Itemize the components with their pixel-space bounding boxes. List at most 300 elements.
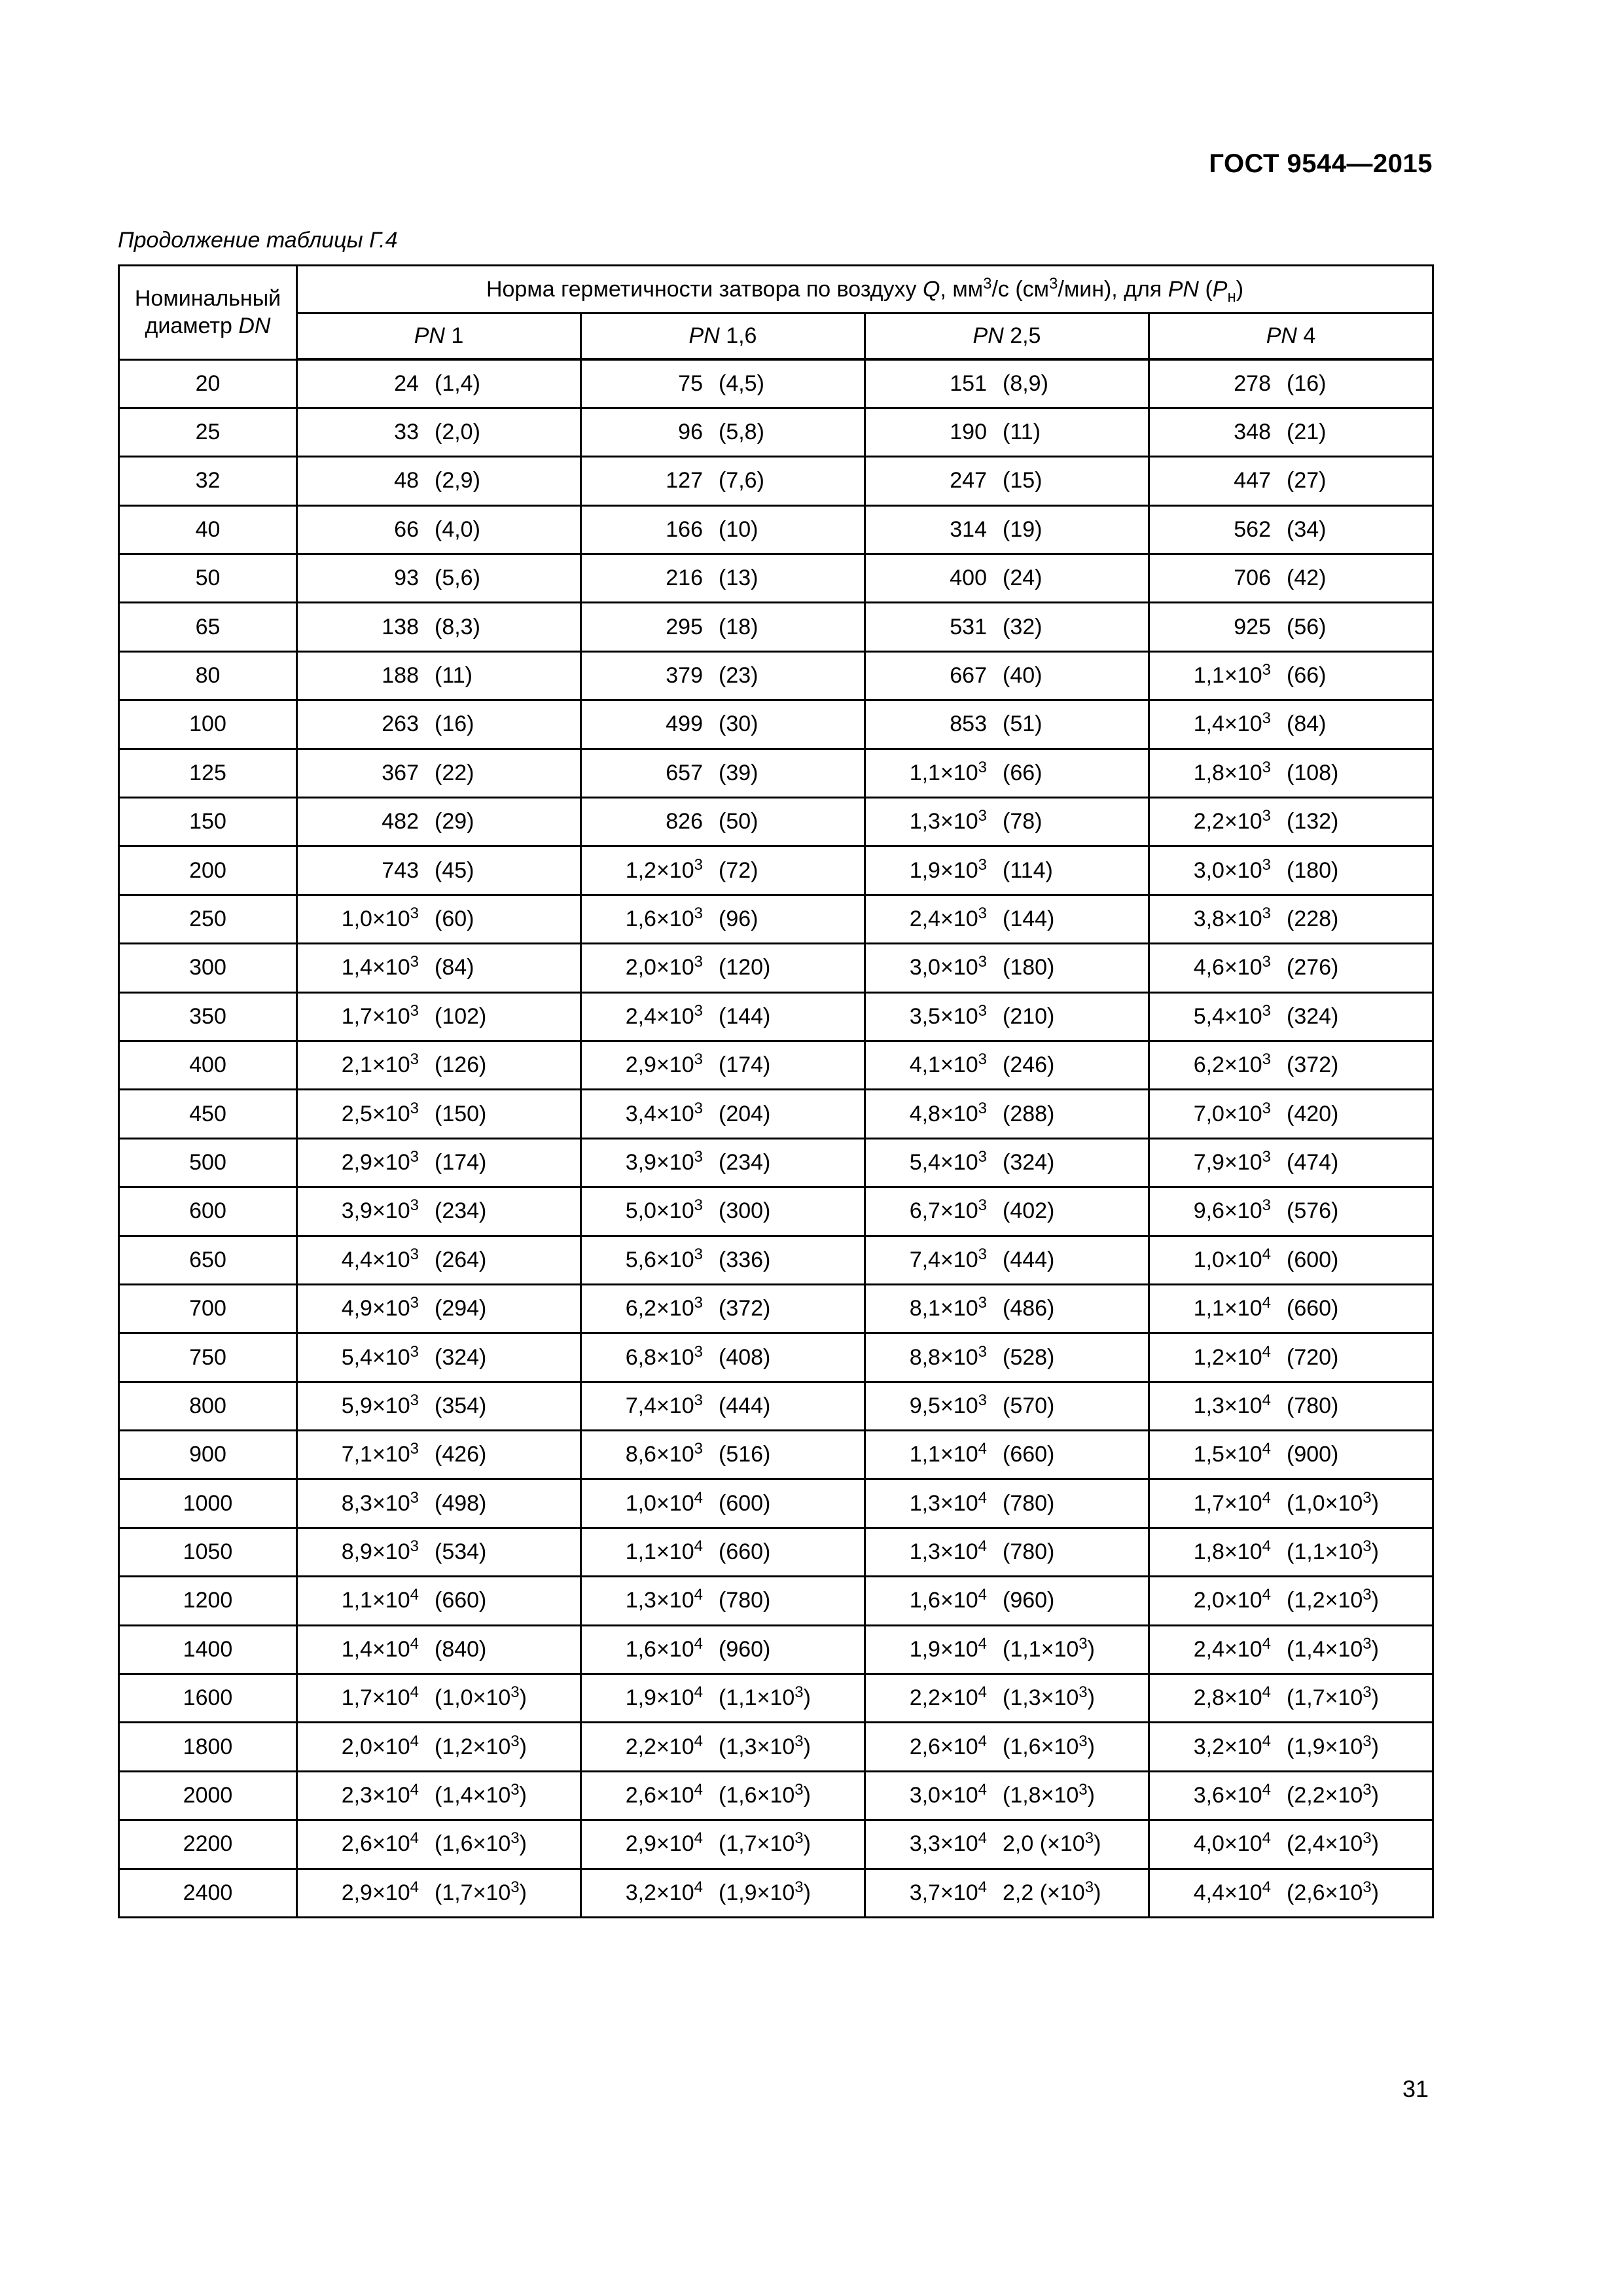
- leakage-value-exponent: 4: [978, 1537, 987, 1556]
- leakage-cell: [1149, 895, 1433, 943]
- leakage-value-mantissa: 531: [950, 614, 987, 639]
- leakage-alt-exponent: 3: [510, 1683, 520, 1702]
- leakage-value-mm3: [1150, 663, 1271, 689]
- leakage-value-exponent: 3: [978, 1294, 987, 1312]
- leakage-value-cm3-min: [1271, 858, 1338, 884]
- table-row: [119, 1187, 1433, 1236]
- table-row: [119, 1090, 1433, 1138]
- leakage-cell: [297, 1187, 581, 1236]
- leakage-value-cm3-min: [987, 663, 1042, 689]
- leakage-value-cm3-min: [419, 468, 480, 493]
- leakage-cell: [297, 603, 581, 651]
- leakage-value-mm3: [866, 615, 987, 640]
- leakage-value-mantissa: 8,6×10: [625, 1442, 694, 1467]
- leakage-value-mantissa: 4,4×10: [341, 1247, 410, 1272]
- leakage-value-exponent: 3: [1262, 807, 1271, 825]
- leakage-value-mantissa: 1,0×10: [341, 906, 410, 931]
- leakage-value-mantissa: 5,0×10: [625, 1198, 694, 1224]
- leakage-value-cm3-min: [419, 809, 474, 834]
- leakage-value-mm3: [866, 1099, 987, 1127]
- leakage-value-exponent: 4: [410, 1829, 419, 1848]
- leakage-cell: [1149, 1236, 1433, 1284]
- leakage-value-mm3: [582, 955, 703, 980]
- leakage-value-exponent: 4: [978, 1488, 987, 1507]
- leakage-alt-exponent: 3: [794, 1732, 804, 1750]
- leakage-alt-mantissa: (60): [435, 906, 474, 931]
- leakage-value-cm3-min: [1271, 1102, 1338, 1127]
- leakage-alt-exponent: 3: [794, 1878, 804, 1896]
- leakage-alt-exponent: 3: [1079, 1634, 1088, 1653]
- table-header: [119, 266, 1433, 360]
- leakage-value-exponent: 3: [410, 1050, 419, 1069]
- table-row: [119, 1479, 1433, 1528]
- header-leakage-norm: [297, 266, 1433, 314]
- leakage-value-cm3-min: [1271, 517, 1326, 543]
- leakage-alt-mantissa: (2,6×10: [1287, 1880, 1363, 1905]
- leakage-value-cm3-min: [1271, 1634, 1379, 1662]
- leakage-cell: [297, 408, 581, 456]
- leakage-value-cm3-min: [419, 1539, 486, 1565]
- leakage-alt-mantissa: (1,1×10: [1287, 1539, 1363, 1565]
- leakage-cell: [297, 1528, 581, 1576]
- leakage-value-mantissa: 5,4×10: [1193, 1003, 1262, 1029]
- leakage-value-cm3-min: [419, 1880, 527, 1906]
- leakage-value-mm3: [866, 1880, 987, 1906]
- leakage-value-mm3: [298, 1634, 419, 1662]
- leakage-value-exponent: 3: [978, 1245, 987, 1263]
- leakage-alt-exponent: 3: [1363, 1683, 1372, 1702]
- leakage-value-mantissa: 151: [950, 370, 987, 396]
- leakage-alt-mantissa: (56): [1287, 614, 1327, 639]
- leakage-value-mantissa: 1,3×10: [625, 1588, 694, 1613]
- leakage-value-exponent: 4: [410, 1586, 419, 1604]
- leakage-value-cm3-min: [1271, 1588, 1379, 1613]
- leakage-value-mm3: [298, 1734, 419, 1760]
- leakage-cell: [581, 1284, 865, 1333]
- leakage-alt-exponent: 3: [1363, 1829, 1372, 1848]
- leakage-alt-mantissa: (42): [1287, 565, 1327, 591]
- table-row: [119, 1284, 1433, 1333]
- leakage-value-mm3: [1150, 468, 1271, 493]
- leakage-value-cm3-min: [987, 858, 1053, 884]
- dn-cell: 1400: [119, 1625, 297, 1674]
- leakage-alt-close-paren: ): [1371, 1880, 1379, 1905]
- leakage-value-exponent: 3: [1262, 1196, 1271, 1215]
- leakage-value-mantissa: 314: [950, 516, 987, 542]
- leakage-value-mm3: [582, 1783, 703, 1808]
- table-row: [119, 1382, 1433, 1430]
- leakage-value-cm3-min: [419, 1783, 527, 1808]
- leakage-value-cm3-min: [1271, 565, 1326, 591]
- leakage-alt-close-paren: ): [1371, 1490, 1379, 1516]
- leakage-value-mantissa: 5,4×10: [341, 1344, 410, 1370]
- leakage-alt-exponent: 3: [1084, 1878, 1094, 1896]
- leakage-cell: [297, 1771, 581, 1820]
- leakage-value-mantissa: 295: [666, 614, 703, 639]
- leakage-alt-mantissa: (16): [1287, 370, 1327, 396]
- dn-cell: 2400: [119, 1869, 297, 1917]
- leakage-value-cm3-min: [987, 1634, 1095, 1662]
- table-row: [119, 1625, 1433, 1674]
- leakage-cell: [865, 1723, 1149, 1771]
- leakage-value-cm3-min: [987, 1491, 1054, 1516]
- leakage-value-cm3-min: [1271, 1345, 1338, 1371]
- leakage-alt-mantissa: (15): [1003, 468, 1043, 493]
- leakage-alt-mantissa: (210): [1003, 1003, 1055, 1029]
- leakage-alt-mantissa: (324): [1003, 1149, 1055, 1175]
- leakage-value-mm3: [582, 615, 703, 640]
- leakage-value-mm3: [298, 1488, 419, 1516]
- leakage-value-mm3: [298, 420, 419, 445]
- leakage-value-exponent: 3: [694, 1196, 703, 1215]
- leakage-value-mantissa: 1,1×10: [1193, 663, 1262, 689]
- leakage-alt-mantissa: (660): [719, 1539, 771, 1565]
- leakage-value-mm3: [866, 1296, 987, 1321]
- leakage-value-mm3: [866, 468, 987, 493]
- leakage-value-mantissa: 2,0×10: [1193, 1588, 1262, 1613]
- leakage-cell: [581, 1431, 865, 1479]
- leakage-alt-mantissa: (372): [1287, 1052, 1339, 1078]
- leakage-value-exponent: 4: [694, 1829, 703, 1848]
- leakage-value-mm3: [582, 1296, 703, 1321]
- leakage-cell: [865, 1284, 1149, 1333]
- leakage-cell: [581, 1771, 865, 1820]
- header-q-unit2-exp: 3: [1049, 274, 1058, 293]
- leakage-value-mantissa: 166: [666, 516, 703, 542]
- leakage-value-mantissa: 5,9×10: [341, 1393, 410, 1418]
- leakage-value-mantissa: 3,4×10: [625, 1101, 694, 1126]
- leakage-value-exponent: 3: [1262, 1147, 1271, 1166]
- leakage-value-mm3: [298, 1588, 419, 1613]
- leakage-alt-mantissa: (1,9×10: [1287, 1734, 1363, 1759]
- leakage-value-cm3-min: [987, 1442, 1054, 1467]
- leakage-alt-mantissa: (336): [719, 1247, 771, 1272]
- leakage-value-cm3-min: [703, 1247, 770, 1273]
- leakage-alt-mantissa: (144): [1003, 906, 1055, 931]
- leakage-alt-mantissa: (780): [1003, 1539, 1055, 1565]
- leakage-value-cm3-min: [1271, 371, 1326, 397]
- leakage-alt-mantissa: (78): [1003, 809, 1043, 834]
- leakage-value-mm3: [1150, 1099, 1271, 1127]
- leakage-value-mantissa: 1,5×10: [1193, 1442, 1262, 1467]
- leakage-cell: [581, 1674, 865, 1723]
- leakage-cell: [581, 1090, 865, 1138]
- leakage-cell: [297, 1820, 581, 1869]
- leakage-cell: [865, 1041, 1149, 1089]
- leakage-value-cm3-min: [703, 858, 758, 884]
- table-row: [119, 1674, 1433, 1723]
- leakage-value-mm3: [298, 1831, 419, 1857]
- leakage-value-cm3-min: [987, 1588, 1054, 1613]
- leakage-value-mantissa: 2,3×10: [341, 1783, 410, 1808]
- leakage-value-cm3-min: [703, 1783, 811, 1808]
- leakage-alt-mantissa: (4,0): [435, 516, 480, 542]
- leakage-value-mantissa: 3,2×10: [625, 1880, 694, 1905]
- leakage-value-exponent: 3: [410, 1440, 419, 1458]
- leakage-alt-mantissa: (174): [435, 1149, 487, 1175]
- leakage-value-mantissa: 1,8×10: [1193, 1539, 1262, 1565]
- leakage-value-cm3-min: [703, 1880, 811, 1906]
- leakage-alt-mantissa: (1,6×10: [1003, 1734, 1079, 1759]
- leakage-cell: [297, 749, 581, 797]
- leakage-value-cm3-min: [703, 1442, 770, 1467]
- leakage-alt-exponent: 3: [1079, 1732, 1088, 1750]
- dn-cell: 400: [119, 1041, 297, 1089]
- leakage-value-cm3-min: [703, 615, 758, 640]
- header-pn-1-6: [581, 314, 865, 360]
- leakage-cell: [865, 1528, 1149, 1576]
- leakage-value-mantissa: 48: [394, 468, 419, 493]
- leakage-alt-mantissa: (324): [1287, 1003, 1339, 1029]
- header-pn-symbol: PN: [688, 323, 720, 348]
- leakage-value-cm3-min: [1271, 955, 1338, 980]
- leakage-value-mm3: [298, 1052, 419, 1078]
- leakage-alt-exponent: 3: [1363, 1732, 1372, 1750]
- leakage-cell: [865, 846, 1149, 895]
- leakage-value-mm3: [298, 1783, 419, 1808]
- header-q-unit2: /с (см: [991, 276, 1050, 302]
- leakage-cell: [1149, 992, 1433, 1041]
- leakage-alt-mantissa: (660): [1287, 1296, 1339, 1321]
- leakage-value-mm3: [866, 1342, 987, 1371]
- header-pn-value: 1,6: [726, 323, 757, 348]
- leakage-value-exponent: 4: [1262, 1342, 1271, 1361]
- leakage-cell: [581, 1187, 865, 1236]
- leakage-value-mantissa: 1,0×10: [1193, 1247, 1262, 1272]
- leakage-alt-close-paren: ): [1371, 1783, 1379, 1808]
- leakage-value-exponent: 3: [978, 904, 987, 922]
- leakage-value-exponent: 3: [410, 1294, 419, 1312]
- leakage-value-mantissa: 2,4×10: [625, 1003, 694, 1029]
- leakage-value-exponent: 4: [978, 1683, 987, 1702]
- leakage-alt-mantissa: (1,0×10: [435, 1685, 511, 1711]
- leakage-value-cm3-min: [1271, 615, 1326, 640]
- table-row: [119, 1236, 1433, 1284]
- leakage-alt-mantissa: (45): [435, 857, 474, 883]
- leakage-value-mantissa: 216: [666, 565, 703, 591]
- leakage-value-mm3: [582, 1685, 703, 1711]
- leakage-alt-mantissa: (13): [719, 565, 758, 591]
- leakage-value-exponent: 4: [1262, 1245, 1271, 1263]
- table-row: [119, 1723, 1433, 1771]
- dn-cell: 350: [119, 992, 297, 1041]
- leakage-alt-mantissa: (1,4): [435, 370, 480, 396]
- leakage-value-mm3: [298, 468, 419, 493]
- leakage-cell: [297, 1236, 581, 1284]
- leakage-value-cm3-min: [987, 1880, 1101, 1906]
- leakage-value-mantissa: 8,3×10: [341, 1490, 410, 1516]
- leakage-cell: [581, 651, 865, 700]
- leakage-alt-mantissa: (84): [1287, 711, 1327, 737]
- dn-cell: 200: [119, 846, 297, 895]
- leakage-alt-exponent: 3: [1079, 1683, 1088, 1702]
- leakage-alt-mantissa: (1,4×10: [1287, 1636, 1363, 1662]
- leakage-alt-mantissa: (1,6×10: [435, 1831, 511, 1857]
- leakage-value-exponent: 4: [694, 1732, 703, 1750]
- leakage-alt-close-paren: ): [1371, 1539, 1379, 1565]
- leakage-cell: [297, 1138, 581, 1187]
- leakage-alt-close-paren: ): [1371, 1831, 1379, 1857]
- table-row: [119, 846, 1433, 895]
- leakage-value-exponent: 4: [1262, 1732, 1271, 1750]
- leakage-value-cm3-min: [703, 906, 758, 932]
- leakage-value-exponent: 4: [1262, 1488, 1271, 1507]
- table-body: [119, 359, 1433, 1918]
- header-pn-symbol: PN: [414, 323, 445, 348]
- leakage-value-mantissa: 3,2×10: [1193, 1734, 1262, 1759]
- leakage-cell: [1149, 408, 1433, 456]
- leakage-value-cm3-min: [987, 809, 1042, 834]
- leakage-value-exponent: 3: [978, 1342, 987, 1361]
- leakage-value-cm3-min: [1271, 1685, 1379, 1711]
- header-pn-symbol: PN: [972, 323, 1004, 348]
- leakage-cell: [297, 457, 581, 505]
- leakage-value-cm3-min: [419, 1150, 486, 1175]
- leakage-value-mm3: [866, 1198, 987, 1224]
- leakage-value-mm3: [582, 1734, 703, 1760]
- leakage-value-mm3: [582, 711, 703, 737]
- leakage-alt-mantissa: (11): [1003, 420, 1041, 445]
- leakage-alt-mantissa: (840): [435, 1636, 487, 1662]
- leakage-value-mantissa: 1,1×10: [341, 1588, 410, 1613]
- leakage-value-cm3-min: [987, 1004, 1054, 1030]
- leakage-cell: [865, 1771, 1149, 1820]
- leakage-cell: [297, 1869, 581, 1917]
- leakage-value-mantissa: 9,6×10: [1193, 1198, 1262, 1224]
- leakage-value-cm3-min: [987, 371, 1048, 397]
- dn-cell: 900: [119, 1431, 297, 1479]
- leakage-value-mm3: [1150, 1147, 1271, 1175]
- leakage-cell: [1149, 1138, 1433, 1187]
- leakage-alt-close-paren: ): [1371, 1588, 1379, 1613]
- table-row: [119, 505, 1433, 554]
- leakage-value-mantissa: 3,9×10: [625, 1149, 694, 1175]
- leakage-value-exponent: 4: [410, 1781, 419, 1799]
- leakage-value-mm3: [1150, 1634, 1271, 1662]
- leakage-cell: [1149, 1333, 1433, 1382]
- table-row: [119, 992, 1433, 1041]
- leakage-value-mm3: [1150, 1052, 1271, 1078]
- table-row: [119, 1333, 1433, 1382]
- leakage-alt-close-paren: ): [803, 1685, 811, 1711]
- leakage-value-mantissa: 667: [950, 663, 987, 689]
- dn-cell: 250: [119, 895, 297, 943]
- leakage-value-mantissa: 2,1×10: [341, 1052, 410, 1078]
- leakage-value-mm3: [298, 1099, 419, 1127]
- leakage-value-mm3: [866, 1783, 987, 1808]
- leakage-value-mm3: [866, 955, 987, 980]
- header-q-unit1-exp: 3: [983, 274, 992, 293]
- leakage-cell: [297, 798, 581, 846]
- leakage-value-cm3-min: [987, 1198, 1054, 1224]
- leakage-cell: [865, 359, 1149, 408]
- leakage-cell: [581, 603, 865, 651]
- leakage-alt-mantissa: (174): [719, 1052, 771, 1078]
- leakage-value-cm3-min: [419, 371, 480, 397]
- leakage-value-mantissa: 2,9×10: [341, 1149, 410, 1175]
- leakage-cell: [581, 895, 865, 943]
- leakage-alt-mantissa: 2,0 (×10: [1003, 1831, 1085, 1857]
- leakage-value-mm3: [866, 371, 987, 397]
- leakage-value-exponent: 3: [694, 1342, 703, 1361]
- leakage-value-mm3: [866, 1052, 987, 1078]
- dn-cell: 800: [119, 1382, 297, 1430]
- leakage-alt-mantissa: (372): [719, 1296, 771, 1321]
- leakage-value-cm3-min: [419, 1198, 486, 1224]
- leakage-alt-close-paren: ): [803, 1831, 811, 1857]
- leakage-value-cm3-min: [1271, 420, 1326, 445]
- dn-cell: 500: [119, 1138, 297, 1187]
- leakage-value-mantissa: 190: [950, 420, 987, 445]
- leakage-value-exponent: 3: [694, 1391, 703, 1409]
- leakage-value-mantissa: 9,5×10: [909, 1393, 978, 1418]
- header-dn-symbol: DN: [238, 314, 271, 339]
- leakage-value-exponent: 4: [410, 1634, 419, 1653]
- leakage-cell: [297, 1577, 581, 1625]
- leakage-cell: [865, 603, 1149, 651]
- leakage-alt-mantissa: (516): [719, 1442, 771, 1467]
- leakage-alt-mantissa: (7,6): [719, 468, 764, 493]
- leakage-value-mm3: [1150, 615, 1271, 640]
- leakage-alt-exponent: 3: [794, 1829, 804, 1848]
- dn-cell: 450: [119, 1090, 297, 1138]
- leakage-value-mantissa: 367: [382, 760, 419, 785]
- leakage-value-exponent: 3: [978, 1196, 987, 1215]
- leakage-value-mm3: [298, 1001, 419, 1030]
- leakage-value-exponent: 3: [410, 1245, 419, 1263]
- leakage-value-cm3-min: [1271, 1296, 1338, 1321]
- dn-cell: 1050: [119, 1528, 297, 1576]
- header-q-p-sub: н: [1227, 287, 1236, 306]
- leakage-value-mm3: [582, 1442, 703, 1467]
- leakage-alt-mantissa: (534): [435, 1539, 487, 1565]
- table-row: [119, 1577, 1433, 1625]
- leakage-cell: [1149, 505, 1433, 554]
- leakage-cell: [865, 408, 1149, 456]
- leakage-value-cm3-min: [1271, 1539, 1379, 1565]
- leakage-cell: [297, 1382, 581, 1430]
- leakage-value-cm3-min: [987, 468, 1042, 493]
- leakage-value-exponent: 3: [410, 953, 419, 971]
- leakage-alt-mantissa: (780): [719, 1588, 771, 1613]
- leakage-value-exponent: 3: [694, 855, 703, 874]
- leakage-alt-exponent: 3: [1363, 1586, 1372, 1604]
- leakage-value-mm3: [582, 371, 703, 397]
- leakage-cell: [865, 1577, 1149, 1625]
- leakage-value-exponent: 4: [978, 1829, 987, 1848]
- leakage-value-mm3: [866, 1539, 987, 1565]
- leakage-value-mm3: [582, 855, 703, 884]
- leakage-value-exponent: 3: [694, 1440, 703, 1458]
- leakage-value-cm3-min: [703, 1393, 770, 1419]
- leakage-alt-mantissa: (8,9): [1003, 370, 1048, 396]
- leakage-value-mantissa: 2,8×10: [1193, 1685, 1262, 1711]
- leakage-alt-mantissa: (234): [719, 1149, 771, 1175]
- leakage-value-mantissa: 8,9×10: [341, 1539, 410, 1565]
- leakage-value-mm3: [582, 663, 703, 689]
- leakage-alt-mantissa: (27): [1287, 468, 1327, 493]
- leakage-value-mantissa: 75: [678, 370, 703, 396]
- leakage-value-mantissa: 263: [382, 711, 419, 737]
- leakage-alt-exponent: 3: [794, 1683, 804, 1702]
- leakage-value-cm3-min: [987, 906, 1054, 932]
- leakage-value-mm3: [582, 761, 703, 786]
- leakage-cell: [581, 846, 865, 895]
- leakage-cell: [865, 1138, 1149, 1187]
- table-row: [119, 1138, 1433, 1187]
- leakage-cell: [581, 505, 865, 554]
- dn-cell: 125: [119, 749, 297, 797]
